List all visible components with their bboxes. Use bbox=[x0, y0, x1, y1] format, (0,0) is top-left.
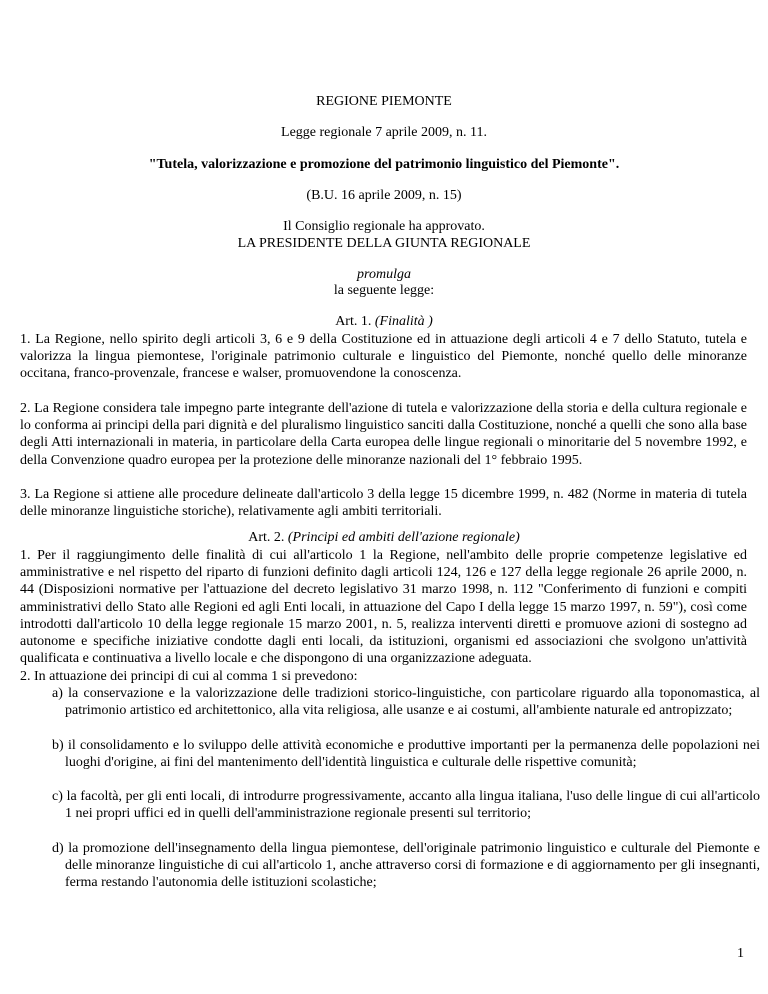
article-2-title: (Principi ed ambiti dell'azione regionale) bbox=[287, 530, 520, 545]
article-2-label: Art. 2. bbox=[248, 530, 288, 545]
article-2-paragraph-2: 2. In attuazione dei principi di cui al comma 1 si prevedono: bbox=[20, 669, 358, 684]
article-2-heading bbox=[0, 530, 768, 546]
article-1-paragraph-1: 1. La Regione, nello spirito degli articoli 3, 6 e 9 della Costituzione ed in attuazione degli articoli 4 e 7 dello Statuto, tutela e valorizza la lingua piemontese, l'originale patrimonio culturale e linguistico del Piemonte, nonché quello delle minoranze occitana, franco-provenzale, francese e walser, promuovendone la conoscenza. bbox=[20, 332, 747, 382]
law-intro: la seguente legge: bbox=[333, 283, 435, 298]
president-heading: LA PRESIDENTE DELLA GIUNTA REGIONALE bbox=[237, 236, 531, 251]
article-2-item-a: a) la conservazione e la valorizzazione delle tradizioni storico-linguistiche, con particolare riguardo alla toponomastica, al patrimonio artistico ed architettonico, alla vita religiosa, alle usanze e ai costumi, all'ambiente naturale ed antropizzato; bbox=[52, 686, 760, 719]
article-2-item-d: d) la promozione dell'insegnamento della lingua piemontese, dell'originale patrimonio linguistico e culturale del Piemonte e delle minoranze linguistiche di cui all'articolo 1, anche attraverso corsi di formazione e di aggiornamento per gli insegnanti, ferma restando l'autonomia delle istituzioni scolastiche; bbox=[52, 841, 760, 891]
article-2-paragraph-1: 1. Per il raggiungimento delle finalità di cui all'articolo 1 la Regione, nell'ambito delle proprie competenze legislative ed amministrative e nel rispetto del riparto di funzioni definito dagli articoli 124, 126 e 127 della legge regionale 26 aprile 2000, n. 44 (Disposizioni normative per l'attuazione del decreto legislativo 31 marzo 1998, n. 112 "Conferimento di funzioni e compiti amministrativi dello Stato alle Regioni ed agli Enti locali, in attuazione del Capo I della legge 15 marzo 1997, n. 59"), così come introdotti dall'articolo 10 della legge regionale 15 marzo 2001, n. 5, realizza interventi diretti e promuove azioni di sostegno ad autonome e specifiche iniziative condotte dagli enti locali, da istituzioni, organismi ed associazioni che svolgono un'attività qualificata e continuativa a livello locale e che dispongono di una organizzazione adeguata. bbox=[20, 548, 747, 667]
law-reference: Legge regionale 7 aprile 2009, n. 11. bbox=[281, 125, 487, 140]
article-1-paragraph-3: 3. La Regione si attiene alle procedure delineate dall'articolo 3 della legge 15 dicembre 1999, n. 482 (Norme in materia di tutela delle minoranze linguistiche storiche), relativamente agli ambiti territoriali. bbox=[20, 487, 747, 520]
approval-statement: Il Consiglio regionale ha approvato. bbox=[283, 219, 485, 234]
page-number: 1 bbox=[737, 946, 744, 961]
law-title: "Tutela, valorizzazione e promozione del patrimonio linguistico del Piemonte". bbox=[148, 157, 620, 172]
article-2-item-b: b) il consolidamento e lo sviluppo delle attività economiche e produttive importanti per la permanenza delle popolazioni nei luoghi d'origine, ai fini del mantenimento dell'identità linguistica e culturale delle rispettive comunità; bbox=[52, 738, 760, 771]
article-1-label: Art. 1. bbox=[335, 314, 375, 329]
article-1-paragraph-2: 2. La Regione considera tale impegno parte integrante dell'azione di tutela e valorizzazione della storia e della cultura regionale e lo conforma ai principi della pari dignità e del pluralismo linguistico sanciti dalla Costituzione, nonché a quelli che sono alla base degli Atti internazionali in materia, in particolare della Carta europea delle lingue regionali o minoritarie del 5 novembre 1992, e della Convenzione quadro europea per la protezione delle minoranze nazionali del 1° febbraio 1995. bbox=[20, 401, 747, 468]
article-1-heading bbox=[0, 314, 768, 330]
bulletin-reference: (B.U. 16 aprile 2009, n. 15) bbox=[306, 188, 462, 203]
article-1-title: (Finalità ) bbox=[374, 314, 433, 329]
region-heading: REGIONE PIEMONTE bbox=[316, 94, 452, 109]
promulga-text: promulga bbox=[357, 267, 411, 282]
article-2-item-c: c) la facoltà, per gli enti locali, di introdurre progressivamente, accanto alla lingua italiana, l'uso delle lingue di cui all'articolo 1 nei propri uffici ed in quelli dell'amministrazione regionale presenti sul territorio; bbox=[52, 789, 760, 822]
